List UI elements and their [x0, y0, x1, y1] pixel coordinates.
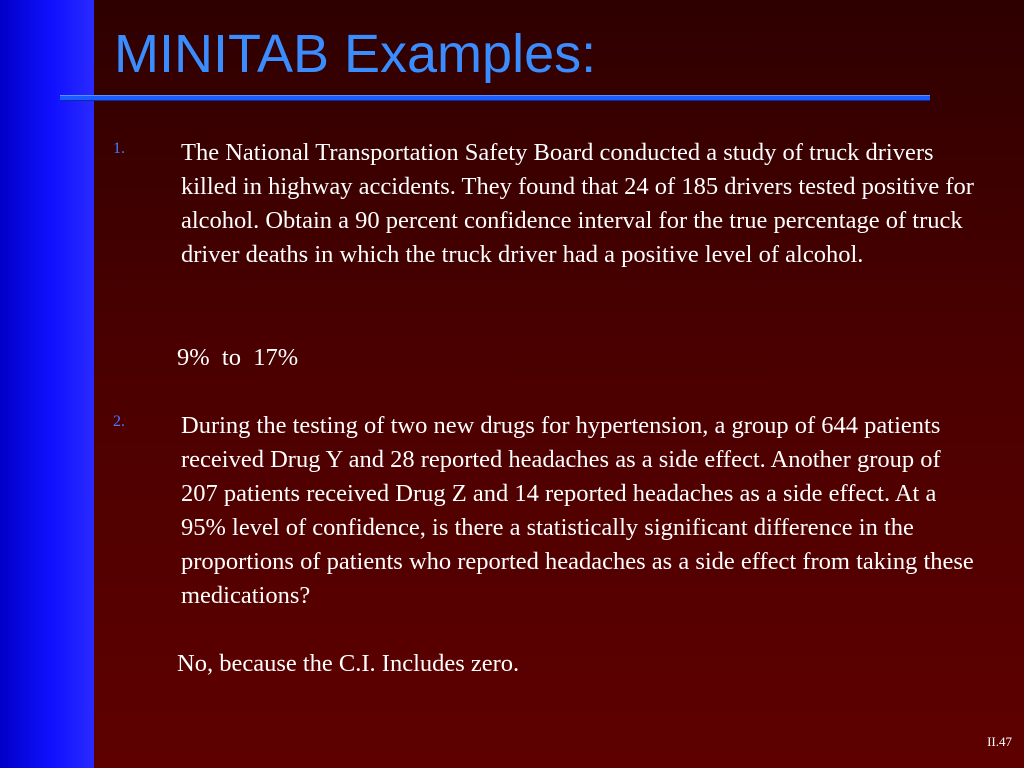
title-underline	[60, 95, 930, 101]
item-question-1: The National Transportation Safety Board conducted a study of truck drivers killed in highway accidents. They found that 24 of 185 drivers tested positive for alcohol. Obtain a 90 percent confidence interval for the true percentage of truck driver deaths in which the truck driver had a positive level of alcohol.	[181, 139, 974, 268]
item-number-1: 1.	[113, 140, 125, 157]
item-number-2: 2.	[113, 413, 125, 430]
left-accent-bar	[0, 0, 94, 768]
slide-number: II.47	[987, 734, 1012, 749]
slide-title: MINITAB Examples:	[114, 24, 597, 84]
item-answer-1: 9% to 17%	[177, 344, 299, 371]
item-answer-2: No, because the C.I. Includes zero.	[177, 650, 520, 677]
item-question-2: During the testing of two new drugs for hypertension, a group of 644 patients received Drug Y and 28 reported headaches as a side effect. Another group of 207 patients received Drug Z and 14 reported headaches as a side effect. At a 95% level of confidence, is there a statistically significant difference in the proportions of patients who reported headaches as a side effect from taking these medications?	[181, 412, 974, 609]
